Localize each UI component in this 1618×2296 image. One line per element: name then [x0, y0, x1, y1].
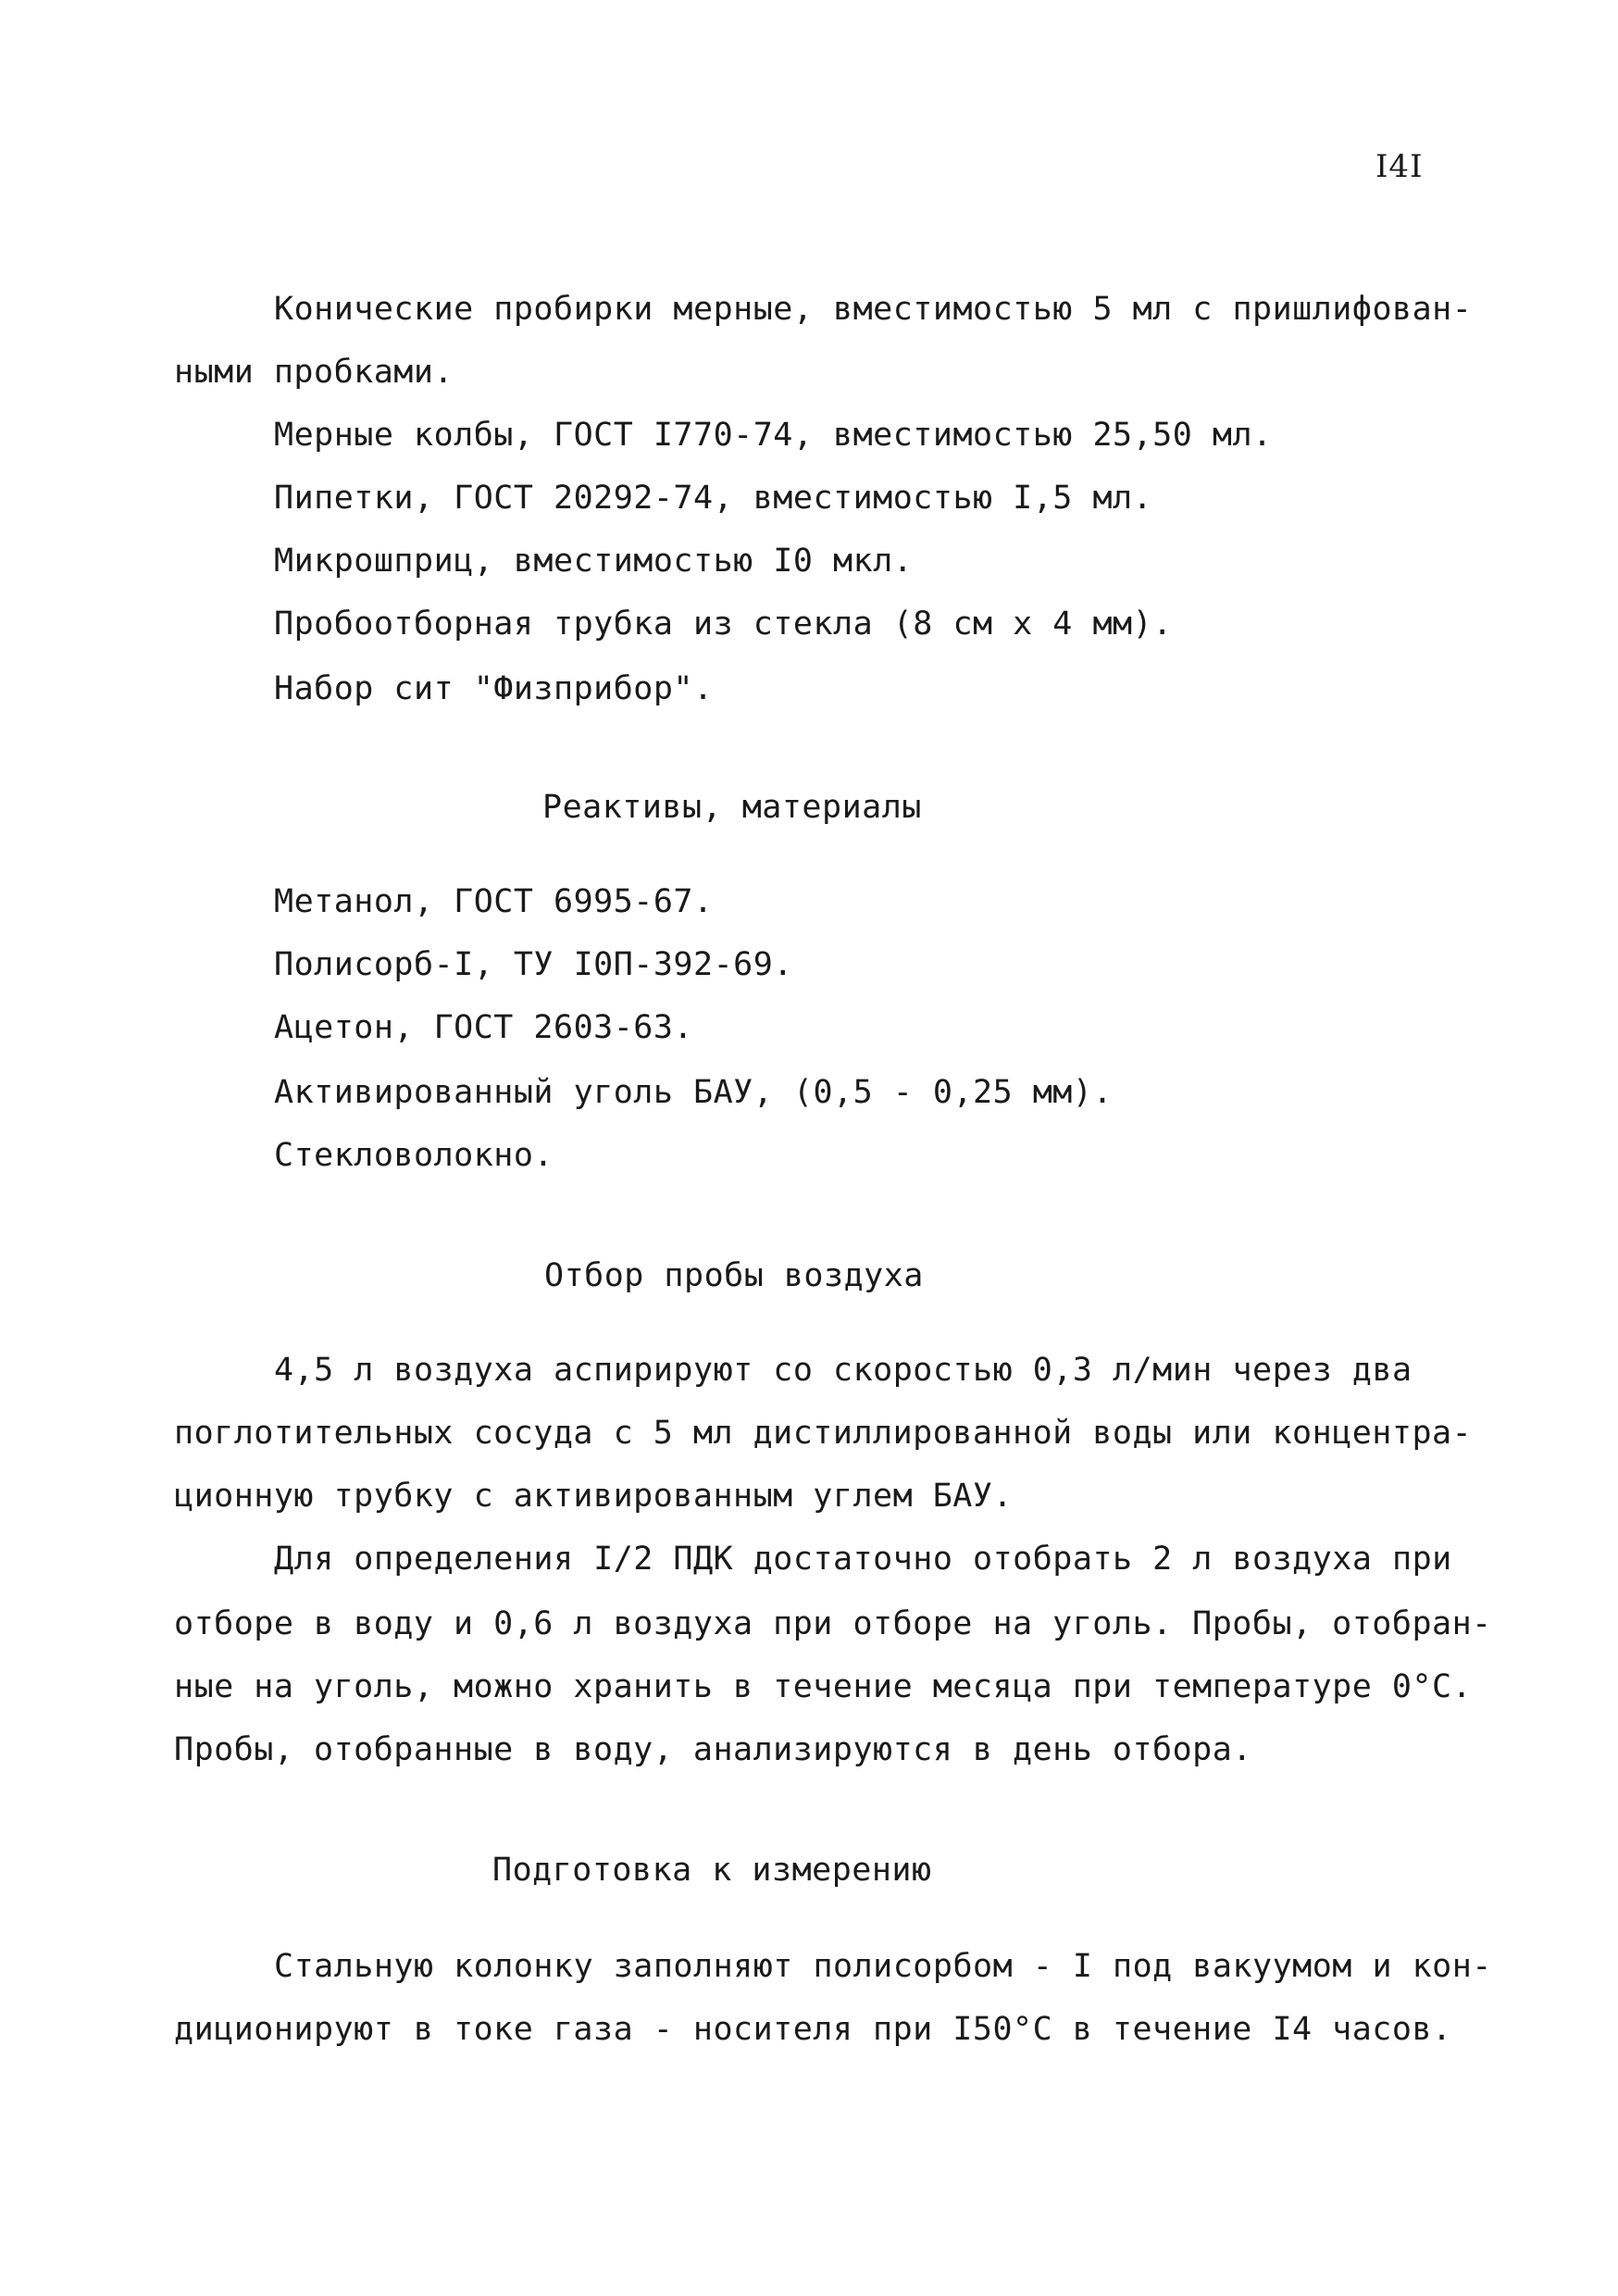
- equipment-line-6: Пробоотборная трубка из стекла (8 см х 4 мм).: [274, 605, 1173, 643]
- reagent-line-2: Полисорб-I, ТУ I0П-392-69.: [274, 946, 793, 983]
- preparation-heading: Подготовка к измерению: [492, 1852, 932, 1889]
- equipment-line-7: Набор сит "Физприбор".: [274, 670, 714, 707]
- preparation-line-1: Стальную колонку заполняют полисорбом - I под вакуумом и кон-: [274, 1948, 1492, 1985]
- preparation-line-2: диционируют в токе газа - носителя при I50°С в течение I4 часов.: [174, 2011, 1452, 2048]
- reagent-line-4: Активированный уголь БАУ, (0,5 - 0,25 мм).: [274, 1074, 1114, 1111]
- sampling-line-2: поглотительных сосуда с 5 мл дистиллированной воды или концентра-: [174, 1415, 1473, 1452]
- equipment-line-2: ными пробками.: [174, 354, 454, 391]
- reagents-heading: Реактивы, материалы: [542, 789, 922, 826]
- sampling-line-1: 4,5 л воздуха аспирируют со скоростью 0,3 л/мин через два: [274, 1352, 1413, 1389]
- sampling-line-4: Для определения I/2 ПДК достаточно отобрать 2 л воздуха при: [274, 1541, 1452, 1578]
- sampling-line-5: отборе в воду и 0,6 л воздуха при отборе на уголь. Пробы, отобран-: [174, 1605, 1492, 1642]
- reagent-line-5: Стекловолокно.: [274, 1137, 554, 1174]
- reagent-line-1: Метанол, ГОСТ 6995-67.: [274, 883, 714, 920]
- reagent-line-3: Ацетон, ГОСТ 2603-63.: [274, 1009, 694, 1046]
- equipment-line-4: Пипетки, ГОСТ 20292-74, вместимостью I,5 мл.: [274, 480, 1153, 517]
- sampling-heading: Отбор пробы воздуха: [544, 1257, 924, 1294]
- page-number: I4I: [1375, 148, 1424, 185]
- sampling-line-3: ционную трубку с активированным углем БАУ.: [174, 1478, 1014, 1515]
- equipment-line-3: Мерные колбы, ГОСТ I770-74, вместимостью 25,50 мл.: [274, 417, 1273, 454]
- equipment-line-5: Микрошприц, вместимостью I0 мкл.: [274, 543, 914, 580]
- sampling-line-7: Пробы, отобранные в воду, анализируются в день отбора.: [174, 1731, 1252, 1768]
- equipment-line-1: Конические пробирки мерные, вместимостью 5 мл с пришлифован-: [274, 291, 1473, 328]
- sampling-line-6: ные на уголь, можно хранить в течение месяца при температуре 0°С.: [174, 1668, 1473, 1705]
